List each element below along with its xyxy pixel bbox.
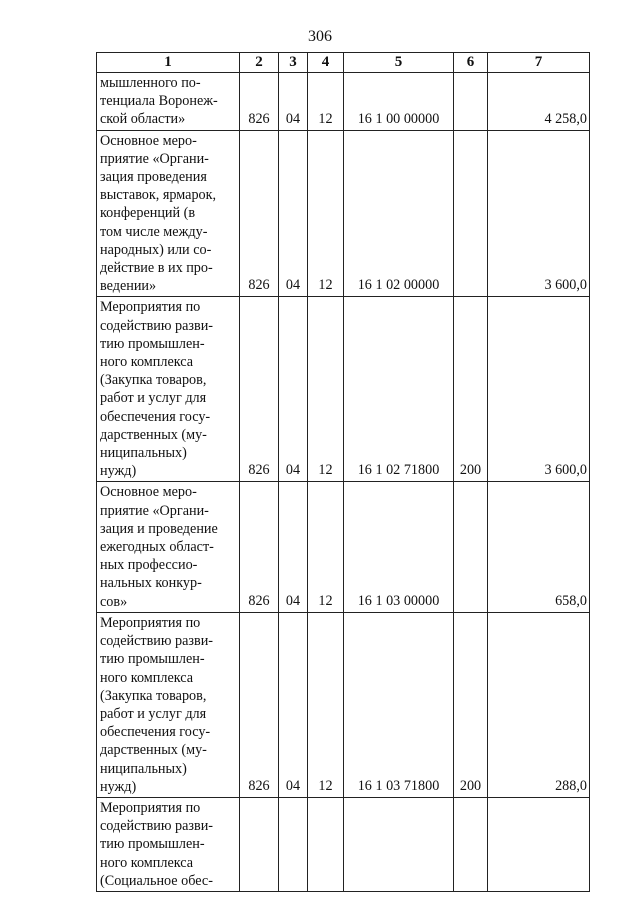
row-admin-code <box>240 797 279 891</box>
table-row <box>97 297 590 482</box>
table-row <box>97 797 590 891</box>
row-target-article: 16 1 02 00000 <box>344 130 454 297</box>
page-number: 306 <box>308 28 332 45</box>
row-description: Мероприятия по содействию разви- тию промышлен- ного комплекса (Закупка товаров, работ и услуг для обеспечения госу- дарственных (му- ниципальных) нужд) <box>97 612 240 797</box>
row-section-code: 04 <box>279 482 308 612</box>
row-section-code: 04 <box>279 73 308 131</box>
row-subsection-code: 12 <box>308 297 344 482</box>
row-admin-code: 826 <box>240 73 279 131</box>
row-section-code: 04 <box>279 130 308 297</box>
row-expense-type <box>454 482 488 612</box>
row-description: мышленного по- тенциала Воронеж- ской области» <box>97 73 240 131</box>
row-target-article: 16 1 03 71800 <box>344 612 454 797</box>
table-row <box>97 482 590 612</box>
row-target-article: 16 1 02 71800 <box>344 297 454 482</box>
row-target-article: 16 1 00 00000 <box>344 73 454 131</box>
budget-table <box>96 52 590 892</box>
row-amount: 658,0 <box>488 482 590 612</box>
header-col-5: 5 <box>344 53 454 73</box>
row-section-code: 04 <box>279 297 308 482</box>
header-col-3: 3 <box>279 53 308 73</box>
row-description: Основное меро- приятие «Органи- зация и проведение ежегодных област- ных профессио- нальных конкур- сов» <box>97 482 240 612</box>
row-amount: 3 600,0 <box>488 297 590 482</box>
row-expense-type: 200 <box>454 297 488 482</box>
header-col-1: 1 <box>97 53 240 73</box>
row-description: Мероприятия по содействию разви- тию промышлен- ного комплекса (Закупка товаров, работ и услуг для обеспечения госу- дарственных (му- ниципальных) нужд) <box>97 297 240 482</box>
row-amount: 3 600,0 <box>488 130 590 297</box>
row-expense-type <box>454 130 488 297</box>
table-row <box>97 612 590 797</box>
row-expense-type: 200 <box>454 612 488 797</box>
row-admin-code: 826 <box>240 482 279 612</box>
row-subsection-code: 12 <box>308 130 344 297</box>
row-expense-type <box>454 797 488 891</box>
row-section-code: 04 <box>279 612 308 797</box>
row-amount: 288,0 <box>488 612 590 797</box>
row-amount <box>488 797 590 891</box>
row-expense-type <box>454 73 488 131</box>
header-col-7: 7 <box>488 53 590 73</box>
row-admin-code: 826 <box>240 130 279 297</box>
row-subsection-code: 12 <box>308 73 344 131</box>
row-target-article: 16 1 03 00000 <box>344 482 454 612</box>
table-row <box>97 130 590 297</box>
row-description: Мероприятия по содействию разви- тию промышлен- ного комплекса (Социальное обес- <box>97 797 240 891</box>
row-subsection-code: 12 <box>308 482 344 612</box>
row-subsection-code <box>308 797 344 891</box>
row-target-article <box>344 797 454 891</box>
header-col-2: 2 <box>240 53 279 73</box>
row-subsection-code: 12 <box>308 612 344 797</box>
table-row <box>97 73 590 131</box>
header-col-4: 4 <box>308 53 344 73</box>
row-amount: 4 258,0 <box>488 73 590 131</box>
row-admin-code: 826 <box>240 612 279 797</box>
header-row <box>97 53 590 73</box>
row-admin-code: 826 <box>240 297 279 482</box>
header-col-6: 6 <box>454 53 488 73</box>
row-description: Основное меро- приятие «Органи- зация проведения выставок, ярмарок, конференций (в том числе между- народных) или со- действие в их про- ведении» <box>97 130 240 297</box>
row-section-code <box>279 797 308 891</box>
